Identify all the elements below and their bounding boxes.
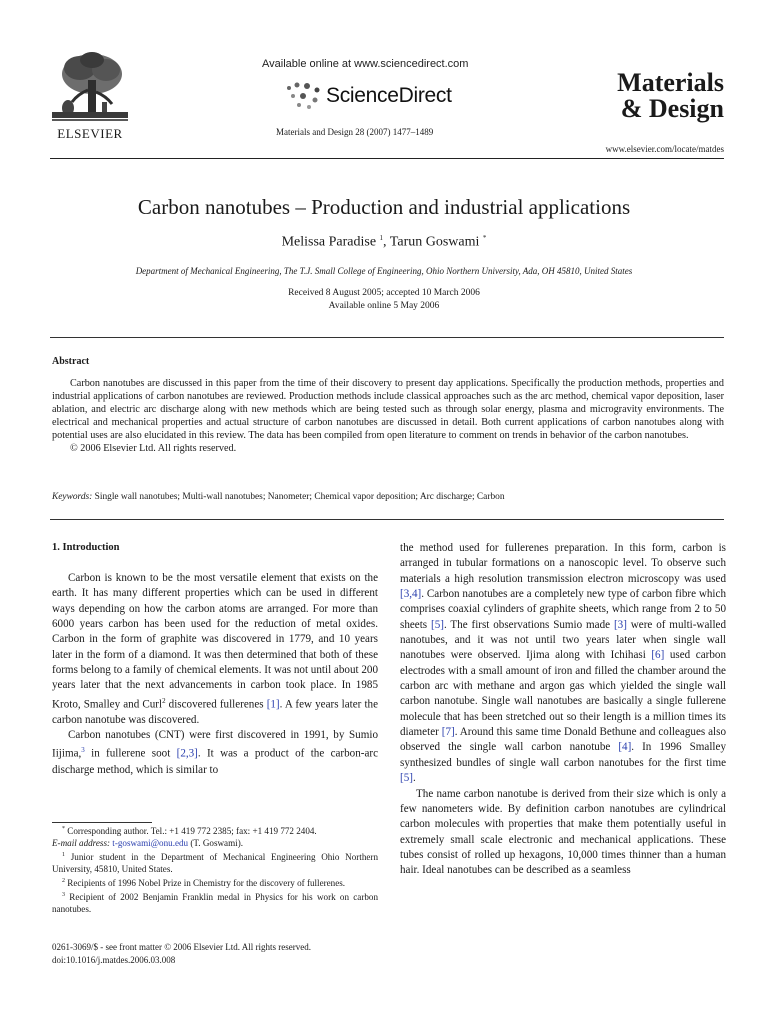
publisher-name: ELSEVIER (57, 126, 123, 141)
text-run: . In 1996 Smalley synthesized bundles of single wall carbon nanotubes for the first time (400, 741, 726, 769)
citation-link[interactable]: [4] (618, 741, 632, 754)
abstract-heading: Abstract (52, 356, 90, 367)
citation-link[interactable]: [5] (400, 772, 413, 785)
keywords (52, 492, 724, 502)
email-label: E-mail address: (52, 838, 111, 849)
abstract-divider-bottom (50, 519, 724, 520)
text-run: used carbon electrodes with a small amount of iron and filled the chamber around the carbon arc with methane and argon gas which yielded the single wall carbon nanotube. Single wall nanotubes are basically a single fullerene molecule that has been stretched out so their length is a million times its diameter (400, 649, 726, 739)
footnote-mark: * (62, 826, 65, 832)
abstract-body (52, 377, 724, 455)
elsevier-tree-icon (50, 50, 130, 124)
author-footnote-mark[interactable]: 1 (379, 234, 384, 242)
citation-link[interactable]: [7] (441, 726, 455, 739)
text-run: in fullerene soot (84, 748, 177, 761)
available-online-text: Available online at www.sciencedirect.com (262, 58, 469, 70)
author-list (0, 234, 768, 251)
text-run: Carbon is known to be the most versatile element that exists on the earth. It has many different properties which can be used in different ways depending on how the carbon atoms are arranged. For more than 6000 years carbon has been used for the reduction of metal oxides. Carbon in the form of graphite was discovered in 1779, and 10 years later in the form of a diamond. It was then determined that both of these forms belong to a family of chemical elements. It was not until about 200 years later that the next advancements in carbon took place. In 1985 Kroto, Smalley and Curl (52, 572, 378, 711)
text-run: were of multi-walled nanotubes, and it was not until two years later when single wall nanotubes were observed. Ijima along with Ichihasi (400, 618, 726, 662)
front-matter (52, 941, 311, 966)
abstract-text: Carbon nanotubes are discussed in this paper from the time of their discovery to present day applications. Specifically the production methods, properties and industrial applications of carbon nanotubes are reviewed. Production methods include classical approaches such as the arc method, chemical vapor deposition, laser ablation, and electric arc discharge along with new methods which are being tested such as through solar energy, plasma and microgravity environments. The electrical and mechanical properties and actual structure of carbon nanotubes are discussed in detail. Both current applications of carbon nanotubes along with potential uses are also elucidated in this review. The data has been compiled from open literature to comment on trends in behavior of the carbon nanotubes. (52, 378, 724, 441)
citation-link[interactable]: [2,3] (176, 748, 198, 761)
footnote-text: Recipient of 2002 Benjamin Franklin medal in Physics for his work on carbon nanotubes. (52, 892, 378, 915)
citation-link[interactable]: [6] (651, 649, 665, 662)
citation-link[interactable]: [1] (266, 698, 280, 711)
citation-link[interactable]: [3] (613, 618, 627, 631)
text-run: . (412, 772, 416, 785)
text-run: . It was a product of the carbon-arc discharge method, which is similar to (52, 748, 378, 776)
footnote-text: Recipients of 1996 Nobel Prize in Chemistry for the discovery of fullerenes. (67, 878, 346, 889)
paragraph (52, 571, 378, 728)
journal-url-link[interactable]: www.elsevier.com/locate/matdes (605, 144, 724, 154)
journal-reference: Materials and Design 28 (2007) 1477–1489 (276, 127, 434, 137)
footnote-mark: 1 (62, 852, 65, 859)
author-separator: , (383, 234, 390, 250)
text-run: . A few years later the carbon nanotube was discovered. (52, 698, 379, 726)
citation-link[interactable]: [3,4] (400, 588, 422, 601)
footnote (52, 875, 378, 889)
paragraph: The name carbon nanotube is derived from their size which is only a few nanometers wide. By definition carbon nanotubes are cylindrical carbon molecules with properties that make them potentially useful in extremely small scale electronic and mechanical applications. These tubes consist of rolled up hexagons, 10,000 times thinner than a human hair. Ideal nanotubes can be described as a seamless (400, 787, 726, 877)
author-name: Tarun Goswami (389, 234, 480, 250)
footnote (52, 889, 378, 915)
section-heading: 1. Introduction (52, 542, 120, 553)
doi-line: doi:10.1016/j.matdes.2006.03.008 (52, 954, 176, 965)
footnote-text: (T. Goswami). (188, 838, 243, 849)
abstract-copyright: © 2006 Elsevier Ltd. All rights reserved. (70, 443, 237, 454)
email-link[interactable]: t-goswami@onu.edu (112, 838, 189, 849)
article-dates (0, 287, 768, 313)
journal-title-line1: Materials (617, 68, 724, 97)
footnote-text: Junior student in the Department of Mechanical Engineering Ohio Northern University, 45810, United States. (52, 852, 378, 875)
text-run: . Around this same time Donald Bethune and colleagues also observed the single wall carbon nanotube (400, 726, 726, 754)
journal-title-line2: & Design (620, 94, 724, 123)
text-run: discovered fullerenes (165, 698, 267, 711)
footnote-mark: 3 (62, 892, 65, 899)
author-name: Melissa Paradise (281, 234, 377, 250)
article-title: Carbon nanotubes – Production and industrial applications (137, 195, 631, 219)
footnote-mark[interactable]: 2 (162, 696, 166, 705)
affiliation: Department of Mechanical Engineering, The T.J. Small College of Engineering, Ohio Northern University, Ada, OH 45810, United States (135, 266, 633, 276)
text-run: Carbon nanotubes (CNT) were first discovered in 1991, by Sumio Iijima, (52, 729, 378, 761)
text-run: . Carbon nanotubes are a completely new type of carbon fibre which comprises coaxial cylinders of graphite sheets, which range from 2 to 50 sheets (400, 588, 726, 631)
issn-line: 0261-3069/$ - see front matter © 2006 Elsevier Ltd. All rights reserved. (52, 942, 312, 952)
abstract-divider-top (50, 337, 724, 338)
corresponding-author-mark[interactable]: * (482, 234, 487, 242)
footnotes (52, 823, 378, 915)
left-column (52, 571, 378, 778)
header-divider (50, 158, 724, 159)
text-run: . The first observations Sumio made (443, 618, 614, 631)
keywords-list: Single wall nanotubes; Multi-wall nanotubes; Nanometer; Chemical vapor deposition; Arc discharge; Carbon (94, 492, 505, 502)
paragraph (400, 541, 726, 787)
footnote (52, 823, 378, 849)
text-run: the method used for fullerenes preparation. In this form, carbon is arranged in tubular formations on a nanoscopic level. To observe such materials a high resolution transmission electron microscopy was used (400, 542, 726, 585)
footnote-mark[interactable]: 3 (81, 746, 85, 755)
paragraph (52, 728, 378, 778)
sciencedirect-wordmark: ScienceDirect (326, 84, 452, 107)
footnote-mark: 2 (62, 878, 65, 885)
citation-link[interactable]: [5] (431, 618, 444, 631)
available-date: Available online 5 May 2006 (328, 301, 440, 311)
journal-title (617, 70, 724, 122)
right-column (400, 541, 726, 879)
footnote (52, 849, 378, 875)
footnote-text: Corresponding author. Tel.: +1 419 772 2385; fax: +1 419 772 2404. (67, 826, 317, 837)
received-date: Received 8 August 2005; accepted 10 March 2006 (288, 288, 480, 298)
keywords-label: Keywords: (52, 492, 93, 502)
elsevier-logo (50, 50, 130, 141)
